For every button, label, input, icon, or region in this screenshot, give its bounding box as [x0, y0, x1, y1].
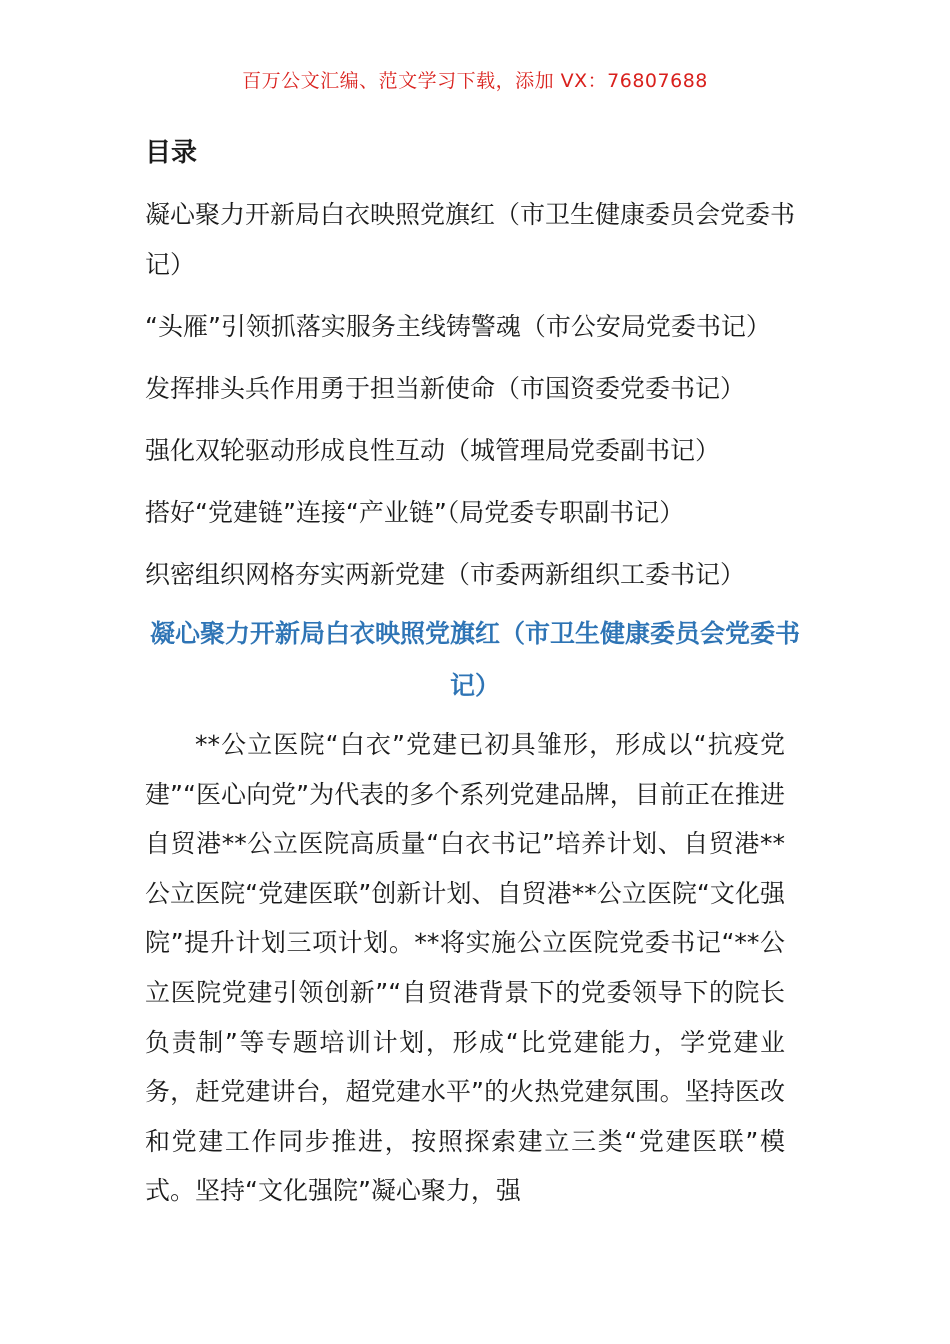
toc-item[interactable]: 织密组织网格夯实两新党建（市委两新组织工委书记） — [145, 560, 746, 589]
toc-heading: 目录 — [145, 138, 198, 168]
article-body-paragraph: **公立医院“白衣”党建已初具雏形，形成以“抗疫党建”“医心向党”为代表的多个系列党建品牌，目前正在推进自贸港**公立医院高质量“白衣书记”培养计划、自贸港**公立医院“党建医联”创新计划、自贸港**公立医院“文化强院”提升计划三项计划。**将实施公立医院党委书记“**公立医院党建引领创新”“自贸港背景下的党委领导下的院长负责制”等专题培训计划，形成“比党建能力，学党建业务，赶党建讲台，超党建水平”的火热党建氛围。坚持医改和党建工作同步推进，按照探索建立三类“党建医联”模式。坚持“文化强院”凝心聚力，强 — [145, 730, 785, 1206]
toc-item[interactable]: 搭好“党建链”连接“产业链”（局党委专职副书记） — [145, 498, 685, 527]
table-of-contents — [145, 190, 805, 612]
article-title: 凝心聚力开新局白衣映照党旗红（市卫生健康委员会党委书记） — [149, 619, 800, 700]
toc-item[interactable]: 强化双轮驱动形成良性互动（城管理局党委副书记） — [145, 436, 721, 465]
header-banner: 百万公文汇编、范文学习下载，添加 VX：76807688 — [242, 70, 708, 92]
toc-item[interactable]: 凝心聚力开新局白衣映照党旗红（市卫生健康委员会党委书记） — [145, 200, 796, 279]
toc-item[interactable]: “头雁”引领抓落实服务主线铸警魂（市公安局党委书记） — [145, 312, 771, 341]
toc-item[interactable]: 发挥排头兵作用勇于担当新使命（市国资委党委书记） — [145, 374, 746, 403]
